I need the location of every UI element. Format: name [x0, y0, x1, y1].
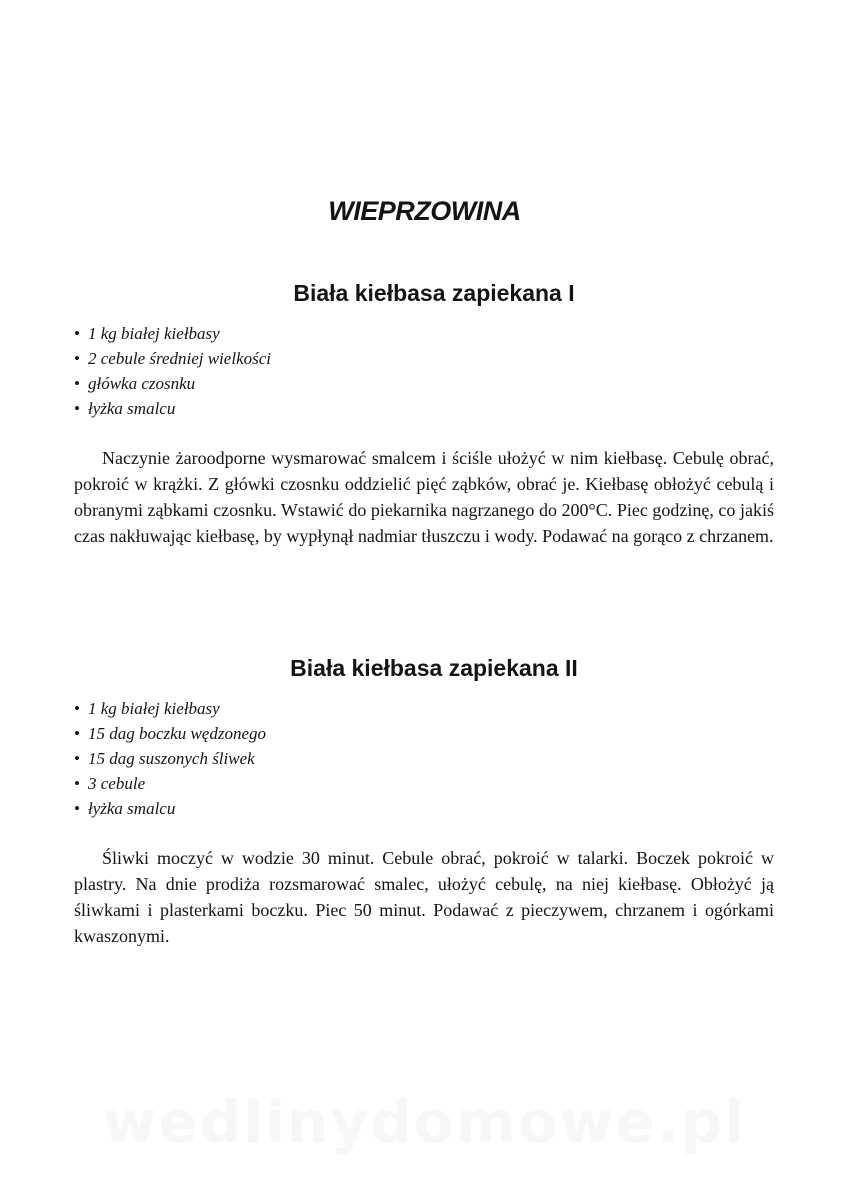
recipe-method: Śliwki moczyć w wodzie 30 minut. Cebule obrać, pokroić w talarki. Boczek pokroić w plastry. Na dnie prodiża rozsmarować smalec, ułożyć cebulę, na niej kiełbasę. Obłożyć ją śliwkami i plasterkami boczku. Piec 50 minut. Podawać z pieczywem, chrzanem i ogórkami kwaszonymi.	[74, 848, 774, 946]
bullet-icon: •	[74, 699, 80, 718]
ingredient-text: główka czosnku	[88, 374, 196, 393]
ingredient-item	[74, 721, 774, 746]
recipe-title: Biała kiełbasa zapiekana I	[293, 280, 575, 306]
ingredient-list	[74, 696, 774, 821]
ingredient-item	[74, 346, 774, 371]
ingredient-item	[74, 371, 774, 396]
bullet-icon: •	[74, 799, 80, 818]
ingredient-text: 2 cebule średniej wielkości	[88, 349, 272, 368]
ingredient-list	[74, 321, 774, 421]
ingredient-text: 15 dag suszonych śliwek	[88, 749, 255, 768]
bullet-icon: •	[74, 324, 80, 343]
recipe-1	[74, 280, 774, 549]
bullet-icon: •	[74, 749, 80, 768]
page-title: WIEPRZOWINA	[328, 196, 521, 226]
ingredient-item	[74, 796, 774, 821]
ingredient-text: 3 cebule	[88, 774, 146, 793]
bullet-icon: •	[74, 349, 80, 368]
ingredient-text: łyżka smalcu	[88, 799, 176, 818]
ingredient-text: 1 kg białej kiełbasy	[88, 699, 220, 718]
recipe-method: Naczynie żaroodporne wysmarować smalcem i ściśle ułożyć w nim kiełbasę. Cebulę obrać, pokroić w krążki. Z główki czosnku oddzielić pięć ząbków, obrać je. Kiełbasę obłożyć cebulą i obranymi ząbkami czosnku. Wstawić do piekarnika nagrzanego do 200°C. Piec godzinę, co jakiś czas nakłuwając kiełbasę, by wypłynął nadmiar tłuszczu i wody. Podawać na gorąco z chrzanem.	[74, 448, 774, 546]
ingredient-item	[74, 746, 774, 771]
recipe-title: Biała kiełbasa zapiekana II	[290, 655, 578, 681]
bullet-icon: •	[74, 724, 80, 743]
ingredient-item	[74, 396, 774, 421]
ingredient-text: 15 dag boczku wędzonego	[88, 724, 267, 743]
ingredient-text: łyżka smalcu	[88, 399, 176, 418]
recipe-2	[74, 655, 774, 949]
ingredient-item	[74, 696, 774, 721]
bullet-icon: •	[74, 374, 80, 393]
ingredient-text: 1 kg białej kiełbasy	[88, 324, 220, 343]
watermark: wedlinydomowe.pl	[102, 1088, 747, 1156]
ingredient-item	[74, 321, 774, 346]
ingredient-item	[74, 771, 774, 796]
bullet-icon: •	[74, 399, 80, 418]
bullet-icon: •	[74, 774, 80, 793]
